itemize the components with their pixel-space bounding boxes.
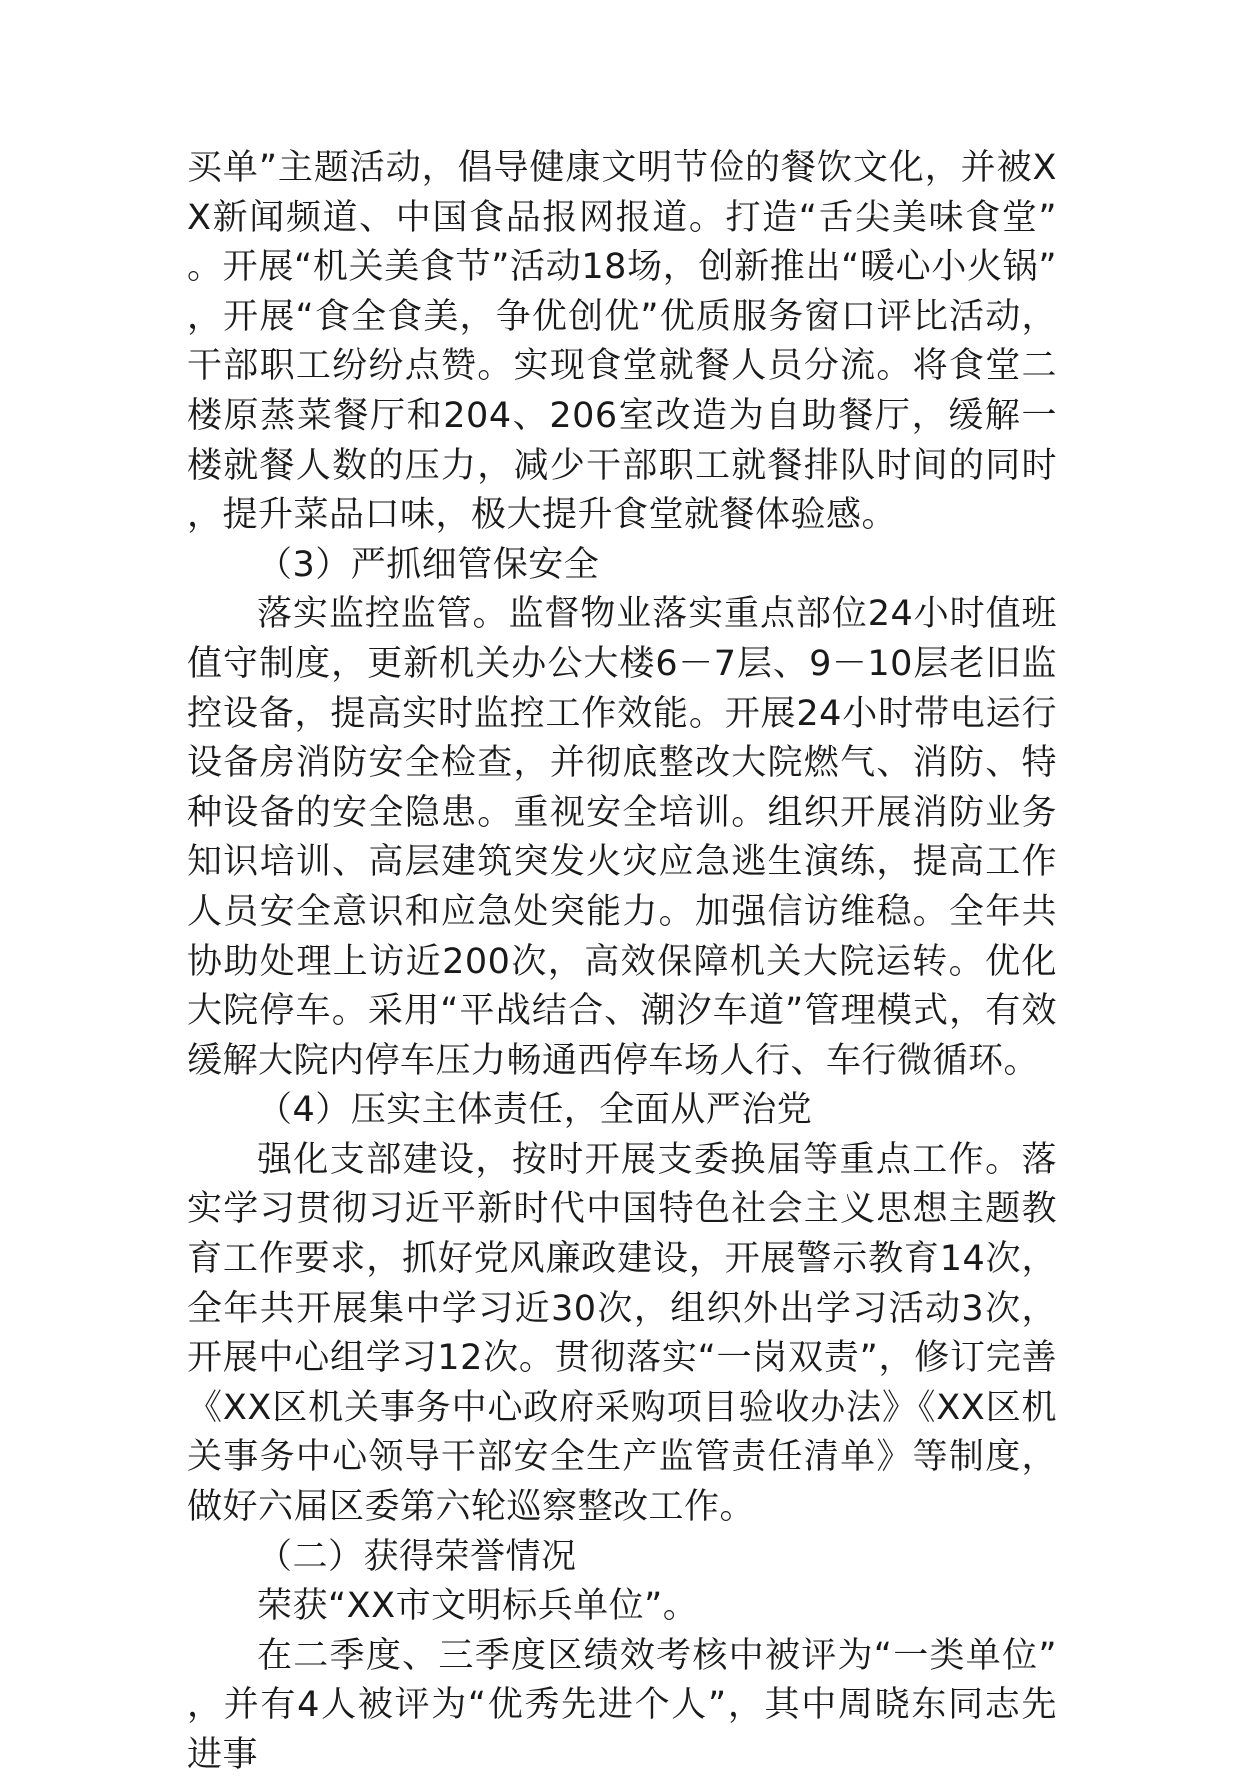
paragraph-honor-title: 荣获“XX市文明标兵单位”。 (257, 1586, 699, 1627)
paragraph-canteen-continued: 买单”主题活动，倡导健康文明节俭的餐饮文化，并被XX新闻频道、中国食品报网报道。打造“舌尖美味食堂”。开展“机关美食节”活动18场，创新推出“暖心小火锅”，开展“食全食美，争优创优”优质服务窗口评比活动，干部职工纷纷点赞。实现食堂就餐人员分流。将食堂二楼原蒸菜餐厅和204、206室改造为自助餐厅，缓解一楼就餐人数的压力，减少干部职工就餐排队时间的同时，提升菜品口味，极大提升食堂就餐体验感。 (187, 148, 1057, 536)
section-heading-safety: （3）严抓细管保安全 (257, 544, 600, 585)
paragraph-safety: 落实监控监管。监督物业落实重点部位24小时值班值守制度，更新机关办公大楼6－7层、9－10层老旧监控设备，提高实时监控工作效能。开展24小时带电运行设备房消防安全检查，并彻底整改大院燃气、消防、特种设备的安全隐患。重视安全培训。组织开展消防业务知识培训、高层建筑突发火灾应急逃生演练，提高工作人员安全意识和应急处突能力。加强信访维稳。全年共协助处理上访近200次，高效保障机关大院运转。优化大院停车。采用“平战结合、潮汐车道”管理模式，有效缓解大院内停车压力畅通西停车场人行、车行微循环。 (187, 594, 1057, 1081)
paragraph-party-building: 强化支部建设，按时开展支委换届等重点工作。落实学习贯彻习近平新时代中国特色社会主义思想主题教育工作要求，抓好党风廉政建设，开展警示教育14次，全年共开展集中学习近30次，组织外出学习活动3次，开展中心组学习12次。贯彻落实“一岗双责”，修订完善《XX区机关事务中心政府采购项目验收办法》《XX区机关事务中心领导干部安全生产监管责任清单》等制度，做好六届区委第六轮巡察整改工作。 (187, 1139, 1057, 1528)
section-heading-party-responsibility: （4）压实主体责任，全面从严治党 (257, 1090, 813, 1131)
paragraph-performance-evaluation: 在二季度、三季度区绩效考核中被评为“一类单位”，并有4人被评为“优秀先进个人”，其中周晓东同志先进事 (187, 1635, 1057, 1775)
document-body (187, 144, 1057, 1781)
section-heading-honors: （二）获得荣誉情况 (257, 1536, 577, 1577)
